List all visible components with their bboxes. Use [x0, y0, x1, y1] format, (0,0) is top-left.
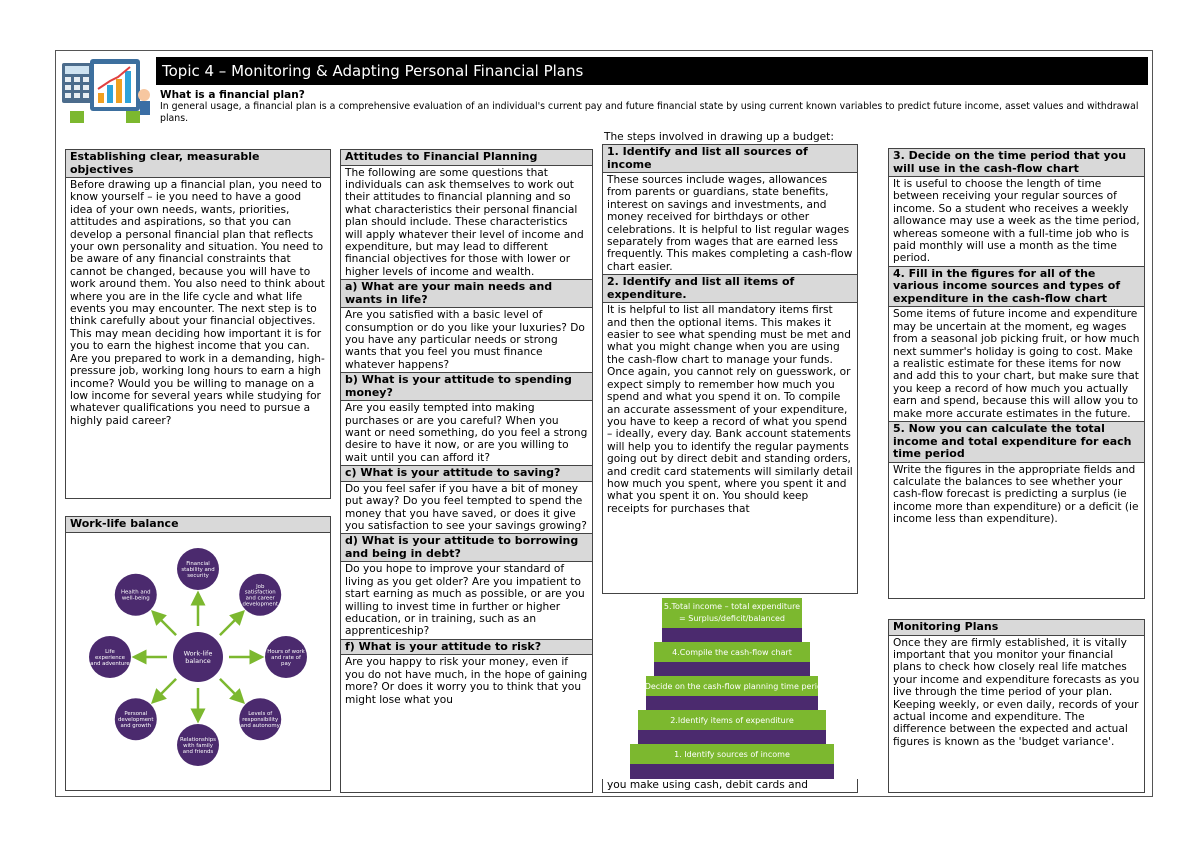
stair-label-4: 4.Compile the cash-flow chart [672, 648, 792, 657]
steps-title: The steps involved in drawing up a budget: [604, 131, 834, 143]
objectives-heading: Establishing clear, measurable objectives [66, 150, 330, 178]
worksheet-page [55, 50, 1153, 797]
step4-text: Some items of future income and expenditure may be uncertain at the moment, eg wages from a seasonal job picking fruit, or how much next summer's holiday is going to cost. Make a realistic estimate for these items for now and add this to your chart, but make sure that you keep a record of how much you actually earn and spend, because this will allow you to make more accurate estimates in the future. [893, 308, 1140, 420]
step2-heading: 2. Identify and list all items of expenditure. [603, 274, 857, 303]
step1-text: These sources include wages, allowances from parents or guardians, state benefits, interest on savings and investments, and money received for birthdays or other celebrations. It is helpful to list regular wages separately from wages that are earned less frequently. This makes completing a cash-flow chart easier. [607, 174, 853, 273]
worklife-heading: Work-life balance [66, 517, 330, 533]
stair-label-5b: = Surplus/deficit/balanced [679, 614, 785, 623]
worklife-center-label: Work-life balance [183, 649, 213, 665]
step3-heading: 3. Decide on the time period that you will use in the cash-flow chart [889, 149, 1144, 177]
attitudes-column [340, 149, 593, 793]
step5-text: Write the figures in the appropriate fields and calculate the balances to see whether your cash-flow forecast is predicting a surplus (ie income more than expenditure) or a deficit (ie income less than expenditure). [893, 463, 1139, 526]
step4-heading: 4. Fill in the figures for all of the various income sources and types of expenditure in the cash-flow chart [889, 266, 1144, 308]
worklife-arrow [220, 678, 240, 698]
monitoring-text: Once they are firmly established, it is vitally important that you monitor your financial plans to check how closely real life matches your income and expenditure forecasts as you live through the time period of your plan. Keeping weekly, or even daily, records of your actual income and expenditure. The difference between the expected and actual figures is known as the 'budget variance'. [893, 636, 1140, 748]
steps-1-2-box [602, 144, 858, 594]
worklife-arrow [220, 615, 240, 635]
monitoring-box [888, 619, 1145, 793]
steps-continuation-text: you make using cash, debit cards and [607, 779, 809, 791]
worklife-node-label: Relationships with family and friends [180, 736, 216, 755]
step2-text: It is helpful to list all mandatory items first and then the optional items. This makes it easier to see what spending must be met and what you might change when you are using the cash-flow chart to manage your funds. Once again, you cannot rely on guesswork, or expect simply to remember how much you spend and what you spend it on. To compile an accurate assessment of your expenditure, you have to keep a record of what you spend – ideally, every day. Bank account statements will help you to identify the regular payments going out by direct debit and standing orders, and credit card statements will similarly detail how much you spent, where you spent it and what you spent it on. You should keep receipts for purchases that [607, 304, 853, 515]
attitudes-text: The following are some questions that individuals can ask themselves to work out their attitudes to financial planning and so what characteristics their personal financial plan should include. These characteristics will apply whatever their level of income and expenditure, but may lead to different financial objectives for those with lower or higher levels of income and wealth. [345, 166, 584, 278]
stair-riser-1 [630, 762, 834, 780]
page-title: Topic 4 – Monitoring & Adapting Personal Financial Plans [156, 57, 1148, 85]
question-b-text: Are you easily tempted into making purchases or are you careful? When you want or need something, do you feel a strong desire to have it now, or are you willing to wait until you can afford it? [345, 402, 588, 464]
question-f-heading: f) What is your attitude to risk? [341, 639, 592, 656]
worklife-arrow [156, 615, 176, 635]
budget-steps-staircase [626, 598, 838, 780]
question-f-text: Are you happy to risk your money, even if you do not have much, in the hope of gaining more? Or does it worry you to think that you might lose what you [345, 656, 588, 706]
stair-label-3: 3.Decide on the cash-flow planning time period [637, 682, 827, 691]
objectives-box [65, 149, 331, 499]
worklife-node-label: Health and well-being [120, 589, 151, 602]
question-d-heading: d) What is your attitude to borrowing and being in debt? [341, 533, 592, 562]
worklife-node-label: Levels of responsibility and autonomy [240, 710, 280, 729]
stair-label-1: 1. Identify sources of income [674, 750, 790, 759]
worklife-node-label: Job satisfaction and career development [242, 583, 279, 608]
step3-text: It is useful to choose the length of time between receiving your regular sources of income. So a student who receives a weekly allowance may use a week as the time period, whereas someone with a full-time job who is paid monthly will use a month as the time period. [893, 178, 1140, 265]
worklife-box [65, 516, 331, 791]
question-b-heading: b) What is your attitude to spending money? [341, 372, 592, 401]
intro-section [160, 89, 1145, 124]
step5-heading: 5. Now you can calculate the total income and total expenditure for each time period [889, 421, 1144, 463]
worklife-node-label: Personal development and growth [117, 710, 154, 729]
worklife-node-label: Financial stability and security [181, 560, 215, 579]
worklife-node-label: Life experience and adventure [90, 648, 130, 667]
question-d-text: Do you hope to improve your standard of living as you get older? Are you impatient to start earning as much as possible, or are you willing to invest time in further or higher education, or in training, such as an apprenticeship? [345, 563, 585, 638]
intro-text: In general usage, a financial plan is a comprehensive evaluation of an individual's current pay and future financial state by using current known variables to predict future income, asset values and withdrawal plans. [160, 101, 1139, 124]
worklife-node-label: Hours of work and rate of pay [267, 648, 305, 667]
monitoring-heading: Monitoring Plans [889, 620, 1144, 636]
question-a-text: Are you satisfied with a basic level of consumption or do you like your luxuries? Do you have any particular needs or strong wants that you feel you must finance whatever happens? [345, 309, 585, 371]
question-c-heading: c) What is your attitude to saving? [341, 465, 592, 482]
question-a-heading: a) What are your main needs and wants in life? [341, 279, 592, 308]
attitudes-heading: Attitudes to Financial Planning [341, 150, 592, 166]
financial-plan-illustration [60, 55, 152, 125]
stair-label-2: 2.Identify items of expenditure [670, 716, 794, 725]
objectives-text: Before drawing up a financial plan, you need to know yourself – ie you need to have a good idea of your own needs, wants, priorities, attitudes and aspirations, so that you can develop a personal financial plan that reflects your own personality and situation. You need to be aware of any financial constraints that cannot be changed, because you will have to work around them. You also need to think about where you are in the life cycle and what life events you may encounter. The next step is to think carefully about your financial objectives. This may mean deciding how important it is for you to earn the highest income that you can. Are you prepared to work in a demanding, high-pressure job, working long hours to earn a high income? Would you be willing to manage on a low income for several years while studying for whatever qualifications you need to pursue a highly paid career? [70, 179, 325, 427]
worklife-arrow [156, 678, 176, 698]
steps-continuation-box [602, 779, 858, 793]
question-c-text: Do you feel safer if you have a bit of money put away? Do you feel tempted to spend the money that you have saved, or does it give you satisfaction to see your savings growing? [345, 482, 587, 532]
steps-3-5-box [888, 148, 1145, 599]
worklife-diagram [66, 533, 330, 787]
stair-label-5a: 5.Total income – total expenditure [663, 602, 801, 611]
intro-heading: What is a financial plan? [160, 89, 305, 101]
step1-heading: 1. Identify and list all sources of income [603, 145, 857, 173]
